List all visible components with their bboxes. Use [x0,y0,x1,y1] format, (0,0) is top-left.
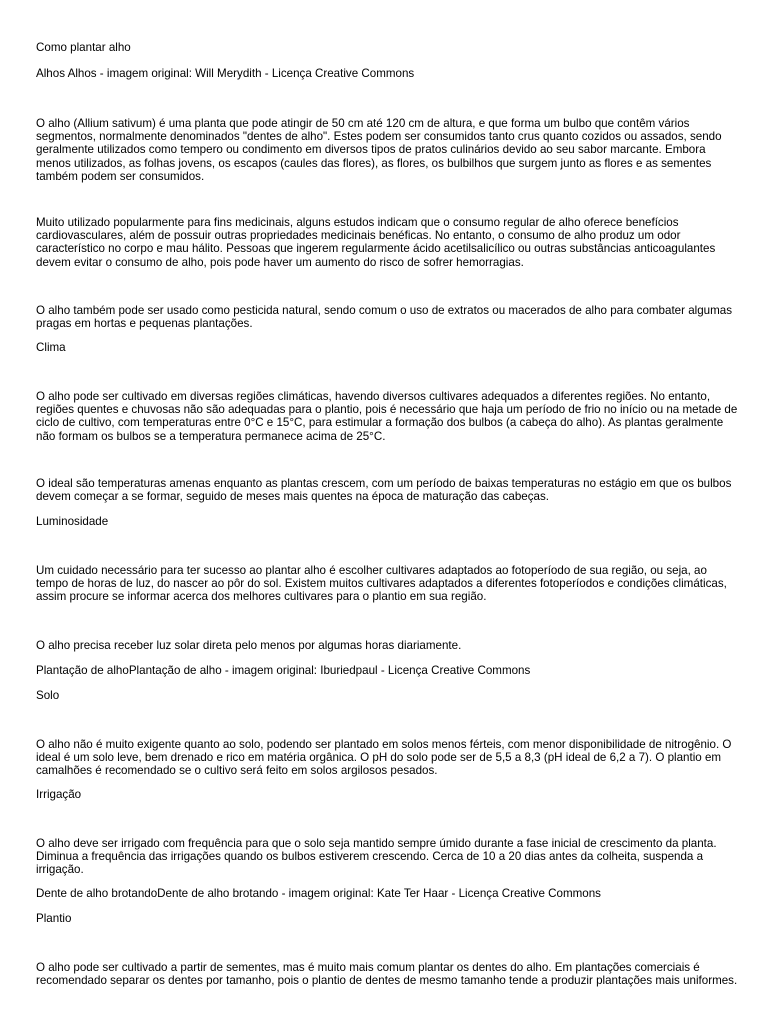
paragraph-clima: O alho pode ser cultivado em diversas regiões climáticas, havendo diversos cultivares adequados a diferentes regiões. No entanto, regiões quentes e chuvosas não são adequadas para o plantio, pois é necessário que haja um período de frio no início ou na metade de ciclo de cultivo, com temperaturas entre 0°C e 15°C, para estimular a formação dos bulbos (a cabeça do alho). As plantas geralmente não formam os bulbos se a temperatura permanece acima de 25°C. [36,390,738,443]
paragraph-plantio: O alho pode ser cultivado a partir de sementes, mas é muito mais comum plantar os dentes do alho. Em plantações comerciais é recomendado separar os dentes por tamanho, pois o plantio de dentes de mesmo tamanho tende a produzir plantações mais uniformes. [36,961,738,988]
paragraph-temperaturas: O ideal são temperaturas amenas enquanto as plantas crescem, com um período de baixas temperaturas no estágio em que os bulbos devem começar a se formar, seguido de meses mais quentes na época de maturação das cabeças. [36,477,732,504]
paragraph-luz-solar: O alho precisa receber luz solar direta pelo menos por algumas horas diariamente. [36,639,462,652]
section-heading-irrigacao: Irrigação [36,788,82,801]
paragraph-irrigacao: O alho deve ser irrigado com frequência para que o solo seja mantido sempre úmido durante a fase inicial de crescimento da planta. Diminua a frequência das irrigações quando os bulbos estiverem crescendo. Cerca de 10 a 20 dias antes da colheita, suspenda a irrigação. [36,837,717,877]
paragraph-medicinal: Muito utilizado popularmente para fins medicinais, alguns estudos indicam que o consumo regular de alho oferece benefícios cardiovasculares, além de possuir outras propriedades medicinais benéficas. No entanto, o consumo de alho produz um odor característico no corpo e mau hálito. Pessoas que ingerem regularmente ácido acetilsalicílico ou outras substâncias anticoagulantes devem evitar o consumo de alho, pois pode haver um aumento do risco de sofrer hemorragias. [36,216,716,269]
document-title: Como plantar alho [36,41,131,54]
section-heading-solo: Solo [36,689,60,702]
paragraph-solo: O alho não é muito exigente quanto ao solo, podendo ser plantado em solos menos férteis, com menor disponibilidade de nitrogênio. O ideal é um solo leve, bem drenado e rico em matéria orgânica. O pH do solo pode ser de 5,5 a 8,3 (pH ideal de 6,2 a 7). O plantio em camalhões é recomendado se o cultivo será feito em solos argilosos pesados. [36,738,732,778]
image-caption-alhos: Alhos Alhos - imagem original: Will Merydith - Licença Creative Commons [36,67,415,80]
paragraph-pesticide: O alho também pode ser usado como pesticida natural, sendo comum o uso de extratos ou macerados de alho para combater algumas pragas em hortas e pequenas plantações. [36,304,733,331]
section-heading-clima: Clima [36,341,66,354]
section-heading-plantio: Plantio [36,912,72,925]
image-caption-dente: Dente de alho brotandoDente de alho brotando - imagem original: Kate Ter Haar - Licença Creative Commons [36,887,601,900]
paragraph-fotoperiodo: Um cuidado necessário para ter sucesso ao plantar alho é escolher cultivares adaptados ao fotoperíodo de sua região, ou seja, ao tempo de horas de luz, do nascer ao pôr do sol. Existem muitos cultivares adaptados a diferentes fotoperíodos e condições climáticas, assim procure se informar acerca dos melhores cultivares para o plantio em sua região. [36,564,727,604]
section-heading-luminosidade: Luminosidade [36,515,109,528]
image-caption-plantacao: Plantação de alhoPlantação de alho - imagem original: Iburiedpaul - Licença Creative Commons [36,664,531,677]
paragraph-intro: O alho (Allium sativum) é uma planta que pode atingir de 50 cm até 120 cm de altura, e que forma um bulbo que contêm vários segmentos, normalmente denominados "dentes de alho". Estes podem ser consumidos tanto crus quanto cozidos ou assados, sendo geralmente utilizados como tempero ou condimento em diversos tipos de pratos culinários devido ao seu sabor marcante. Embora menos utilizados, as folhas jovens, os escapos (caules das flores), as flores, os bulbilhos que surgem junto as flores e as sementes também podem ser consumidos. [36,117,722,183]
